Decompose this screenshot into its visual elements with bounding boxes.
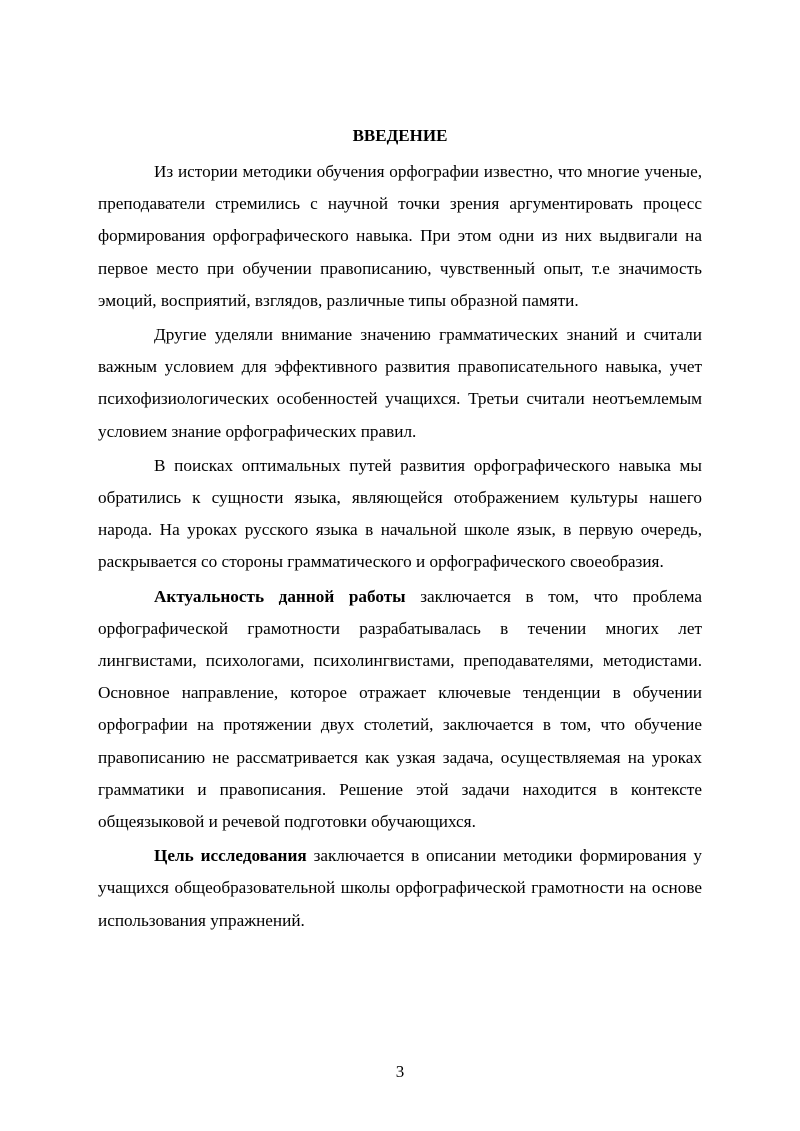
paragraph-text: Из истории методики обучения орфографии известно, что многие ученые, преподаватели стремились с научной точки зрения аргументировать процесс формирования орфографического навыка. При этом одни из них выдвигали на первое место при обучении правописанию, чувственный опыт, т.е значимость эмоций, восприятий, взглядов, различные типы образной памяти. xyxy=(98,162,702,310)
paragraph-relevance xyxy=(98,581,702,839)
paragraph-search xyxy=(98,450,702,579)
paragraph-text: Другие уделяли внимание значению грамматических знаний и считали важным условием для эффективного развития правописательного навыка, учет психофизиологических особенностей учащихся. Третьи считали неотъемлемым условием знание орфографических правил. xyxy=(98,325,702,441)
paragraph-lead: Актуальность данной работы xyxy=(154,586,406,606)
paragraph-text: В поисках оптимальных путей развития орфографического навыка мы обратились к сущности языка, являющейся отображением культуры нашего народа. На уроках русского языка в начальной школе язык, в первую очередь, раскрывается со стороны грамматического и орфографического своеобразия. xyxy=(98,455,702,572)
page-number: 3 xyxy=(395,1062,405,1081)
document-page xyxy=(98,126,702,939)
section-title: ВВЕДЕНИЕ xyxy=(352,126,448,145)
paragraph-others xyxy=(98,319,702,448)
paragraph-goal xyxy=(98,840,702,937)
paragraph-text: заключается в описании методики формирования у учащихся общеобразовательной школы орфографической грамотности на основе использования упражнений. xyxy=(98,846,702,930)
paragraph-text: заключается в том, что проблема орфографической грамотности разрабатывалась в течении многих лет лингвистами, психологами, психолингвистами, преподавателями, методистами. Основное направление, которое отражает ключевые тенденции в обучении орфографии на протяжении двух столетий, заключается в том, что обучение правописанию не рассматривается как узкая задача, осуществляемая на уроках грамматики и правописания. Решение этой задачи находится в контексте общеязыковой и речевой подготовки обучающихся. xyxy=(98,586,702,832)
paragraph-history xyxy=(98,156,702,317)
paragraph-lead: Цель исследования xyxy=(154,846,307,866)
